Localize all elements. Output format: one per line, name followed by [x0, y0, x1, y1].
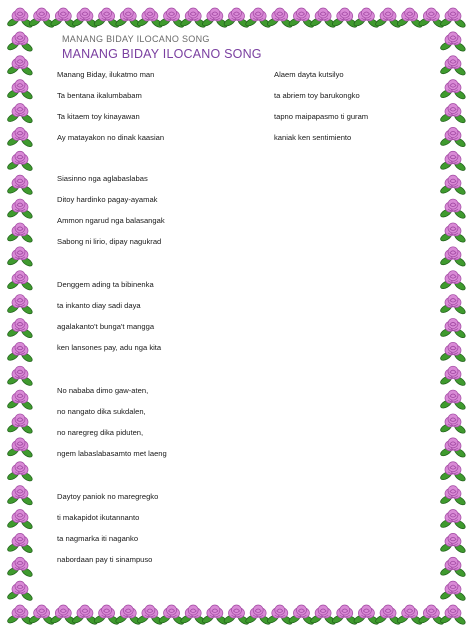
lyric-line	[57, 443, 407, 464]
lyric-line	[57, 295, 407, 316]
rose-icon	[136, 605, 163, 626]
rose-icon	[180, 8, 207, 29]
lyric-line	[57, 210, 407, 231]
lyric-left: ngem labaslabasamto met laeng	[57, 449, 167, 458]
rose-icon	[439, 151, 466, 172]
rose-icon	[6, 223, 33, 244]
rose-icon	[6, 414, 33, 435]
rose-icon	[266, 605, 293, 626]
rose-icon	[288, 605, 315, 626]
stanza-5	[57, 486, 407, 570]
lyric-left: Ay matayakon no dinak kaasian	[57, 133, 165, 142]
rose-icon	[6, 438, 33, 459]
rose-icon	[115, 605, 142, 626]
rose-icon	[6, 8, 33, 29]
rose-icon	[439, 247, 466, 268]
lyric-left: no nangato dika sukdalen,	[57, 407, 146, 416]
rose-icon	[331, 605, 358, 626]
lyric-left: Denggem ading ta bibinenka	[57, 280, 154, 289]
lyric-line	[57, 189, 407, 210]
lyric-right: ta abriem toy barukongko	[274, 91, 360, 100]
lyric-line	[57, 168, 407, 189]
rose-icon	[6, 486, 33, 507]
rose-icon	[50, 605, 77, 626]
rose-icon	[439, 390, 466, 411]
rose-icon	[6, 509, 33, 530]
lyric-left: Siasinno nga aglabaslabas	[57, 174, 148, 183]
rose-icon	[266, 8, 293, 29]
rose-icon	[6, 533, 33, 554]
lyric-line	[57, 507, 407, 528]
rose-icon	[223, 605, 250, 626]
lyric-left: ken lansones pay, adu nga kita	[57, 343, 162, 352]
rose-icon	[439, 295, 466, 316]
lyric-left: Ta kitaem toy kinayawan	[57, 112, 140, 121]
rose-icon	[309, 8, 336, 29]
rose-icon	[439, 104, 466, 125]
lyric-line	[57, 401, 407, 422]
rose-icon	[6, 581, 33, 602]
rose-icon	[396, 8, 423, 29]
rose-icon	[288, 8, 315, 29]
rose-icon	[439, 509, 466, 530]
lyric-line	[57, 337, 407, 358]
rose-icon	[6, 199, 33, 220]
rose-icon	[439, 438, 466, 459]
rose-icon	[93, 8, 120, 29]
lyric-line	[57, 64, 407, 85]
rose-icon	[353, 8, 380, 29]
rose-icon	[6, 462, 33, 483]
rose-icon	[6, 104, 33, 125]
lyric-left: ta nagmarka iti naganko	[57, 534, 139, 543]
rose-icon	[6, 56, 33, 77]
rose-icon	[6, 342, 33, 363]
rose-icon	[158, 8, 185, 29]
rose-icon	[6, 318, 33, 339]
rose-icon	[439, 486, 466, 507]
rose-icon	[6, 151, 33, 172]
lyric-line	[57, 316, 407, 337]
rose-icon	[439, 533, 466, 554]
lyric-right: kaniak ken sentimiento	[274, 133, 352, 142]
rose-icon	[6, 390, 33, 411]
lyric-left: Manang Biday, ilukatmo man	[57, 70, 155, 79]
lyric-right: Alaem dayta kutsilyo	[274, 70, 344, 79]
rose-icon	[115, 8, 142, 29]
rose-icon	[439, 8, 466, 29]
rose-icon	[6, 295, 33, 316]
rose-icon	[439, 605, 466, 626]
rose-icon	[6, 557, 33, 578]
rose-icon	[136, 8, 163, 29]
lyric-line	[57, 127, 407, 148]
rose-icon	[396, 605, 423, 626]
rose-icon	[6, 247, 33, 268]
rose-icon	[201, 8, 228, 29]
rose-icon	[6, 366, 33, 387]
rose-icon	[439, 32, 466, 53]
lyric-line	[57, 85, 407, 106]
header-overlay-text: MANANG BIDAY ILOCANO SONG	[62, 34, 210, 44]
rose-icon	[71, 8, 98, 29]
lyric-line	[57, 528, 407, 549]
rose-icon	[439, 342, 466, 363]
lyric-left: agalakanto't bunga't mangga	[57, 322, 155, 331]
rose-icon	[93, 605, 120, 626]
rose-icon	[439, 56, 466, 77]
lyric-line	[57, 422, 407, 443]
lyric-left: Daytoy paniok no maregregko	[57, 492, 159, 501]
rose-icon	[6, 605, 33, 626]
lyric-left: ti makapidot ikutannanto	[57, 513, 140, 522]
rose-icon	[418, 8, 445, 29]
lyric-line	[57, 231, 407, 252]
rose-icon	[201, 605, 228, 626]
lyric-line	[57, 486, 407, 507]
rose-icon	[439, 223, 466, 244]
rose-icon	[439, 581, 466, 602]
rose-icon	[374, 8, 401, 29]
rose-icon	[439, 462, 466, 483]
lyric-left: nabordaan pay ti sinampuso	[57, 555, 153, 564]
rose-icon	[439, 80, 466, 101]
stanza-2	[57, 168, 407, 252]
rose-icon	[223, 8, 250, 29]
rose-icon	[158, 605, 185, 626]
lyric-line	[57, 549, 407, 570]
stanza-4	[57, 380, 407, 464]
lyric-left: no naregreg dika piduten,	[57, 428, 144, 437]
rose-icon	[28, 605, 55, 626]
rose-icon	[439, 175, 466, 196]
lyric-right: tapno maipapasmo ti guram	[274, 112, 369, 121]
song-lyrics	[57, 64, 407, 592]
rose-icon	[374, 605, 401, 626]
lyric-left: Ammon ngarud nga balasangak	[57, 216, 165, 225]
rose-icon	[331, 8, 358, 29]
rose-icon	[439, 271, 466, 292]
rose-icon	[6, 80, 33, 101]
rose-icon	[439, 414, 466, 435]
rose-icon	[6, 175, 33, 196]
rose-icon	[6, 271, 33, 292]
rose-icon	[309, 605, 336, 626]
rose-icon	[244, 605, 271, 626]
rose-icon	[180, 605, 207, 626]
lyric-line	[57, 106, 407, 127]
rose-icon	[439, 199, 466, 220]
page-title: MANANG BIDAY ILOCANO SONG	[62, 47, 262, 61]
rose-icon	[28, 8, 55, 29]
rose-icon	[439, 557, 466, 578]
rose-icon	[418, 605, 445, 626]
lyric-line	[57, 274, 407, 295]
stanza-3	[57, 274, 407, 358]
rose-icon	[244, 8, 271, 29]
rose-icon	[71, 605, 98, 626]
rose-icon	[439, 127, 466, 148]
lyric-left: Ditoy hardinko pagay-ayamak	[57, 195, 158, 204]
stanza-1	[57, 64, 407, 148]
rose-icon	[439, 366, 466, 387]
rose-icon	[6, 127, 33, 148]
lyric-left: Sabong ni lirio, dipay nagukrad	[57, 237, 162, 246]
rose-icon	[439, 318, 466, 339]
rose-icon	[6, 32, 33, 53]
lyric-left: ta inkanto diay sadi daya	[57, 301, 141, 310]
rose-icon	[353, 605, 380, 626]
lyric-left: No nababa dimo gaw-aten,	[57, 386, 149, 395]
lyric-line	[57, 380, 407, 401]
rose-icon	[50, 8, 77, 29]
lyric-left: Ta bentana ikalumbabam	[57, 91, 142, 100]
